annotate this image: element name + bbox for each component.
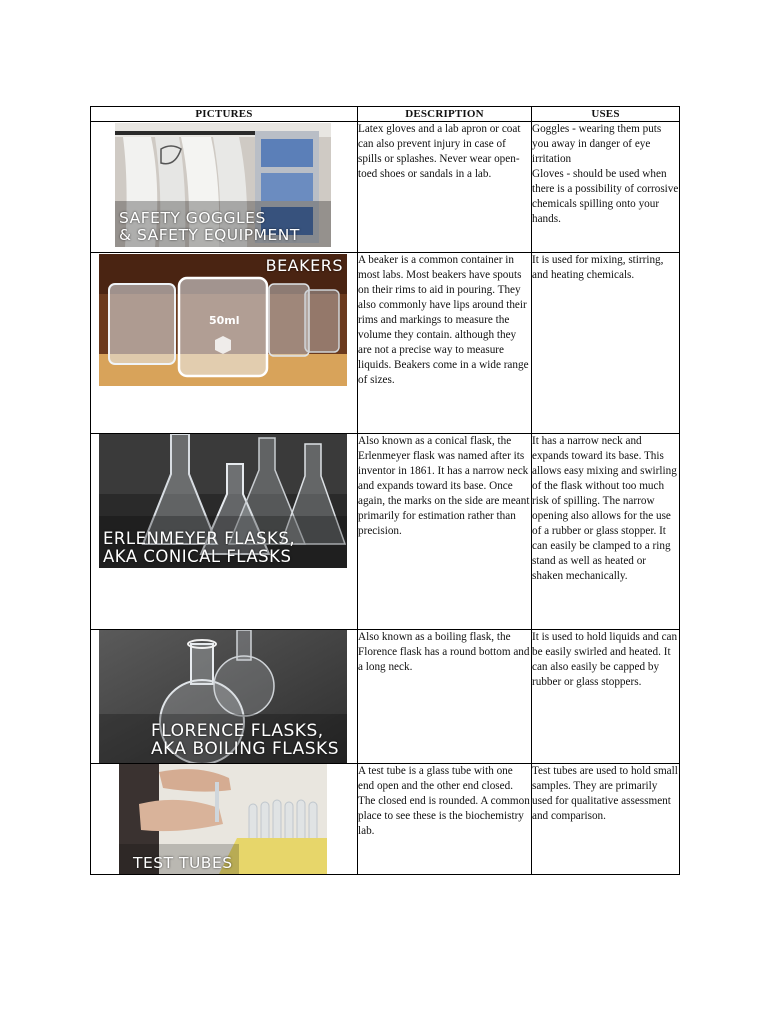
svg-text:50ml: 50ml [209, 314, 240, 327]
lab-equipment-table [90, 106, 680, 875]
table-row [91, 434, 680, 630]
erlenmeyer-flasks-photo [99, 434, 347, 568]
description-cell: Also known as a boiling flask, the Florence flask has a round bottom and a long neck. [358, 630, 532, 764]
header-uses: USES [532, 107, 680, 122]
picture-caption: ERLENMEYER FLASKS, AKA CONICAL FLASKS [103, 529, 296, 566]
table-row [91, 253, 680, 434]
picture-cell [91, 253, 358, 434]
beakers-photo [99, 254, 347, 386]
description-cell: Also known as a conical flask, the Erlenmeyer flask was named after its inventor in 1861. It has a narrow neck and expands toward its base. Once again, the marks on the side are meant primarily for estimation rather than precision. [358, 434, 532, 630]
safety-equipment-photo [115, 123, 331, 247]
uses-cell: It has a narrow neck and expands toward its base. This allows easy mixing and swirling of the flask without too much risk of spilling. The narrow opening also allows for the use of a rubber or glass stopper. It can easily be clamped to a ring stand as well as heated or shaken mechanically. [532, 434, 680, 630]
header-row [91, 107, 680, 122]
picture-caption: FLORENCE FLASKS, AKA BOILING FLASKS [150, 721, 339, 760]
uses-cell: It is used for mixing, stirring, and heating chemicals. [532, 253, 680, 434]
picture-cell [91, 764, 358, 875]
picture-caption: BEAKERS [265, 256, 343, 275]
uses-cell: It is used to hold liquids and can be easily swirled and heated. It can also easily be capped by rubber or glass stoppers. [532, 630, 680, 764]
uses-cell: Goggles - wearing them puts you away in danger of eye irritation Gloves - should be used when there is a possibility of corrosive chemicals spilling onto your hands. [532, 122, 680, 253]
picture-cell [91, 122, 358, 253]
description-cell: Latex gloves and a lab apron or coat can also prevent injury in case of spills or splashes. Never wear open-toed shoes or sandals in a lab. [358, 122, 532, 253]
test-tubes-photo [119, 764, 327, 874]
picture-cell [91, 434, 358, 630]
header-pictures: PICTURES [91, 107, 358, 122]
picture-caption: SAFETY GOGGLES & SAFETY EQUIPMENT [119, 209, 300, 244]
picture-caption: TEST TUBES [133, 853, 233, 872]
description-cell: A beaker is a common container in most labs. Most beakers have spouts on their rims to aid in pouring. They also commonly have lips around their rims and markings to measure the volume they contain. although they are not a precise way to measure liquids. Beakers come in a wide range of sizes. [358, 253, 532, 434]
table-row [91, 630, 680, 764]
table-row [91, 764, 680, 875]
table-row [91, 122, 680, 253]
header-description: DESCRIPTION [358, 107, 532, 122]
florence-flasks-photo [99, 630, 347, 763]
uses-cell: Test tubes are used to hold small samples. They are primarily used for qualitative assessment and comparison. [532, 764, 680, 875]
description-cell: A test tube is a glass tube with one end open and the other end closed. The closed end is rounded. A common place to see these is the biochemistry lab. [358, 764, 532, 875]
picture-cell [91, 630, 358, 764]
